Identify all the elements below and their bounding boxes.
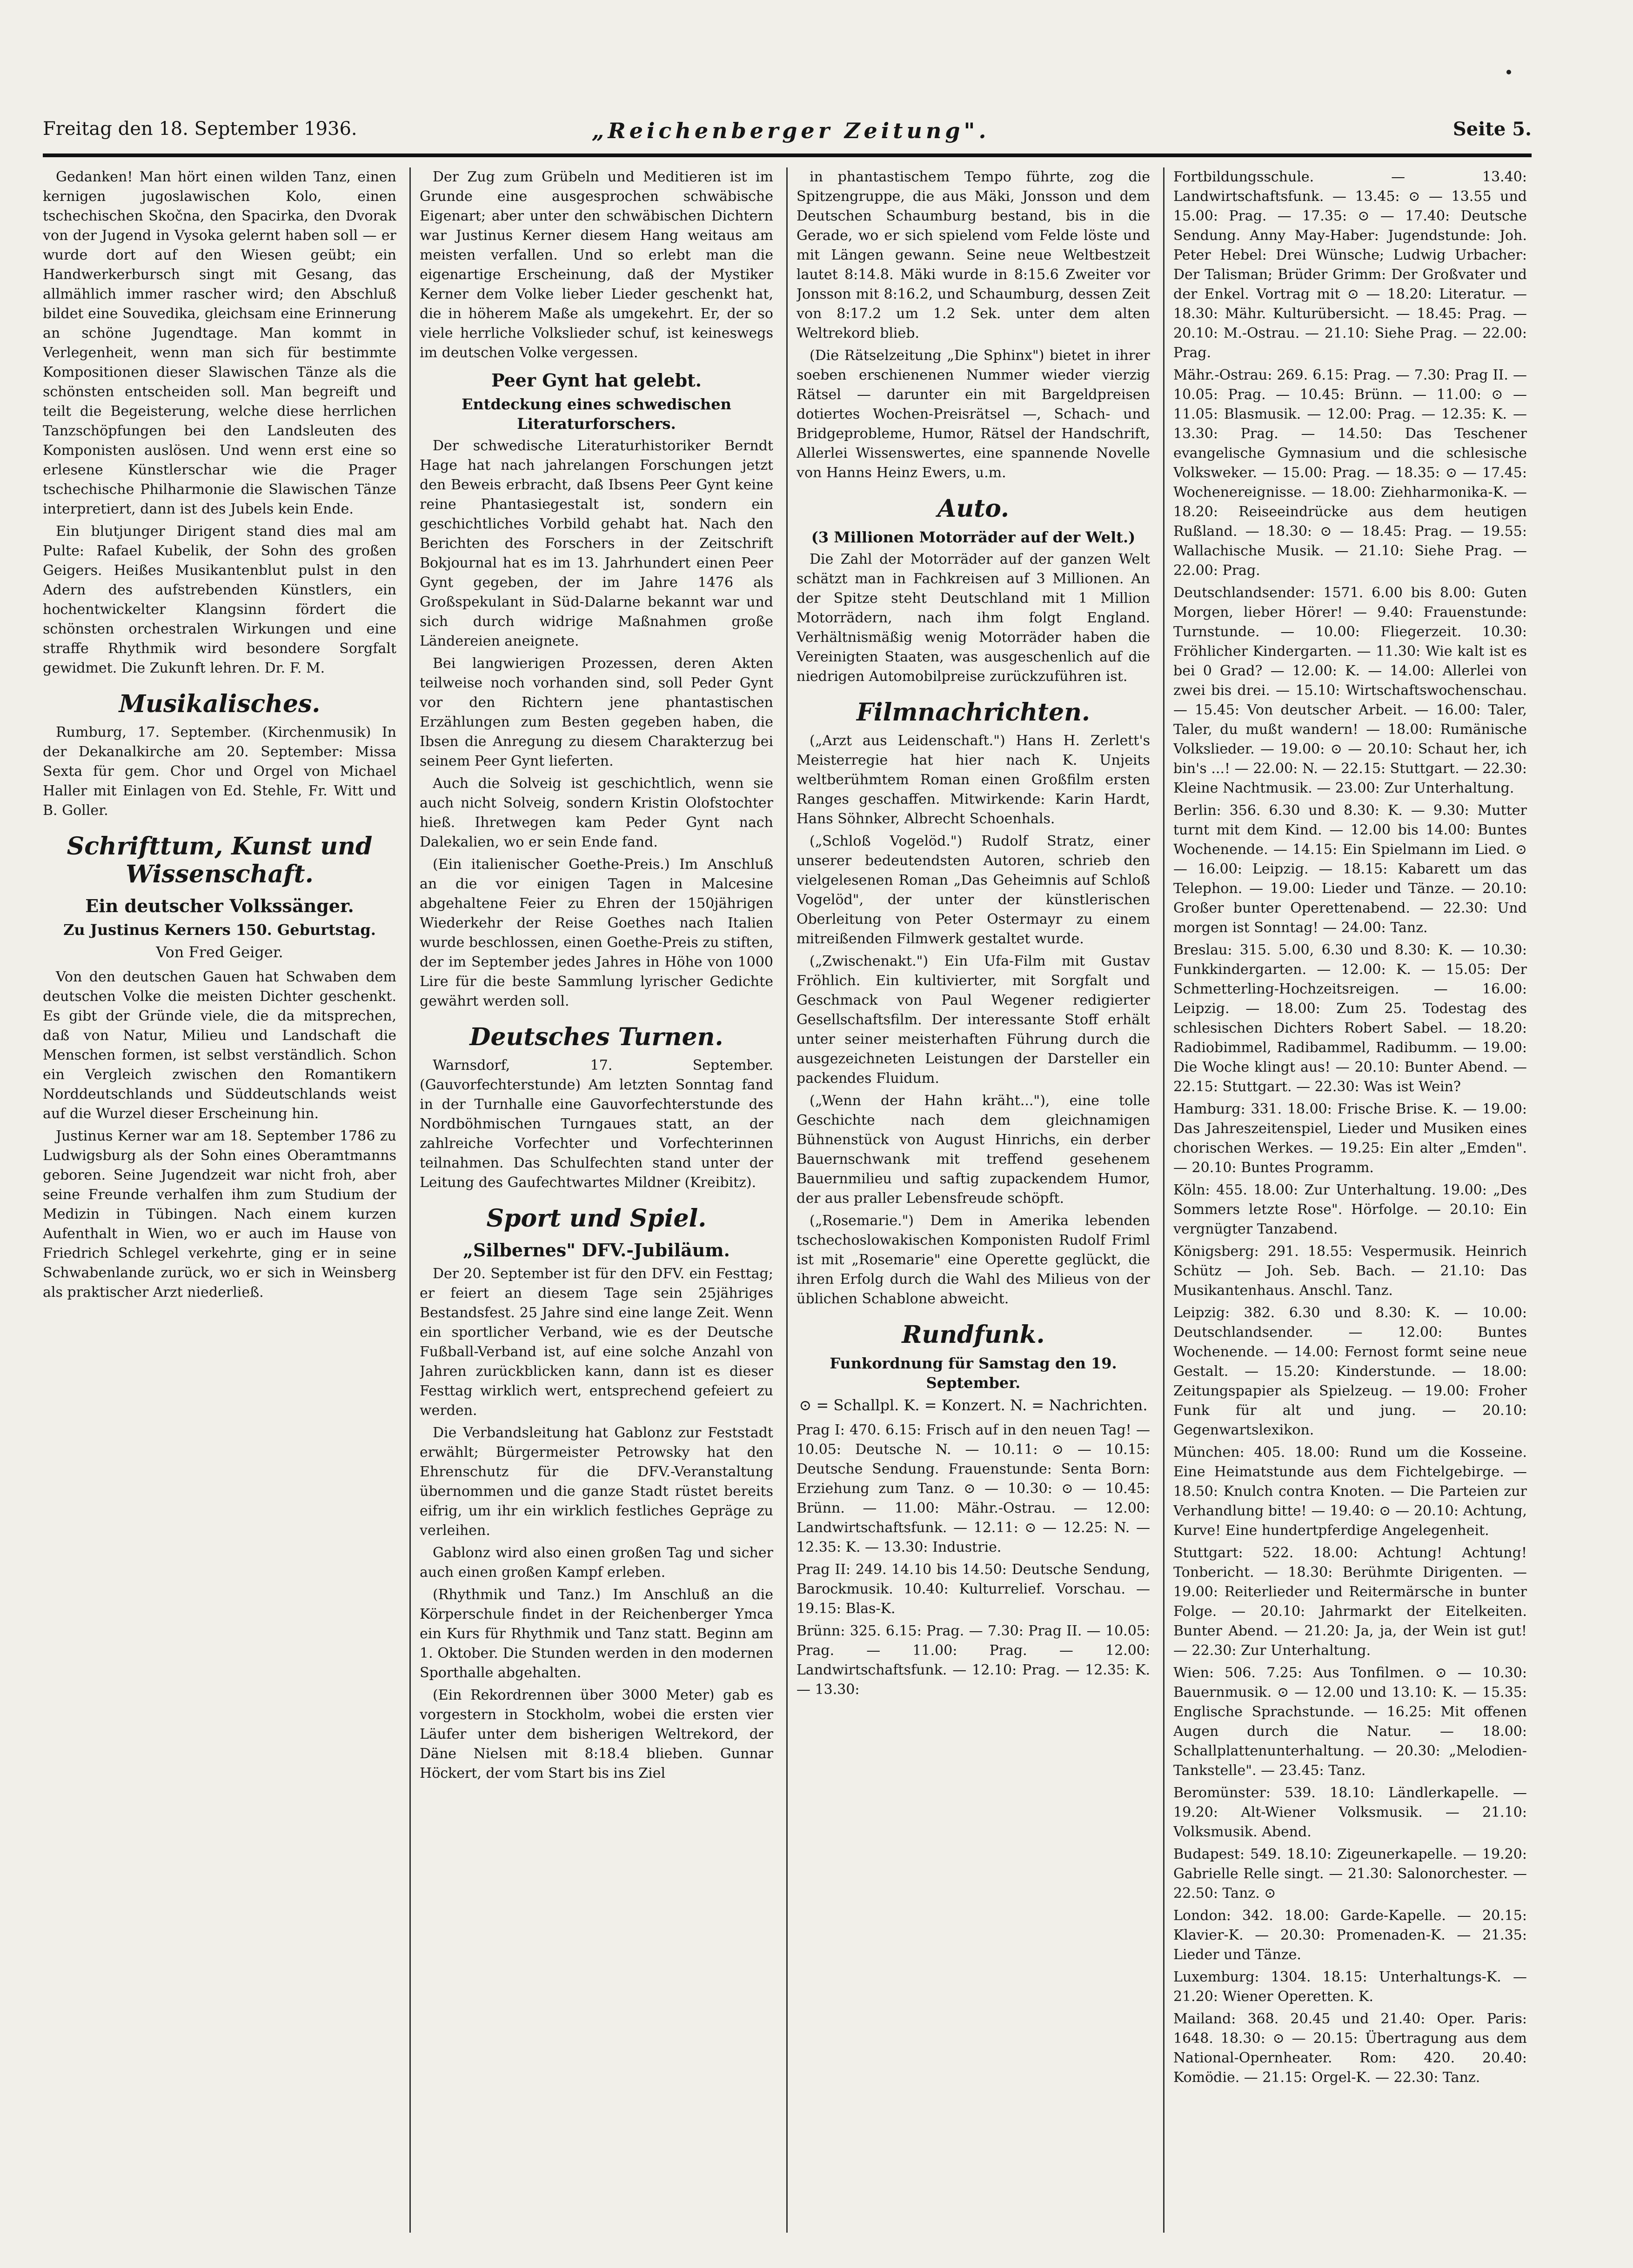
radio-program: Berlin: 356. 6.30 und 8.30: K. — 9.30: Mutter turnt mit dem Kind. — 12.00 bis 14.00: Buntes Wochenende. — 14.15: Ein Spielmann im Lied. ⊙ — 16.00: Leipzig. — 18.15: Kabarett um das Telephon. — 19.00: Lieder und Tänze. — 20.10: Großer bunter Operettenabend. — 22.30: Und morgen ist Sonntag! — 24.00: Tanz.: [1173, 802, 1527, 936]
column-1: [43, 167, 396, 2233]
article-text: Der schwedische Literaturhistoriker Berndt Hage hat nach jahrelangen Forschungen jetzt den Beweis erbracht, daß Ibsens Peer Gynt keine reine Phantasiegestalt ist, sondern ein geschichtliches Vorbild gehabt hat. Nach den Berichten des Forschers in der Zeitschrift Bokjournal hat es im 13. Jahrhundert einen Peer Gynt gegeben, der im Jahre 1476 als Großspekulant in Süd-Dalarne bekannt war und sich durch widrige Maßnahmen große Ländereien aneignete.: [420, 438, 773, 649]
radio-program: Köln: 455. 18.00: Zur Unterhaltung. 19.00: „Des Sommers letzte Rose". Hörfolge. — 20.10: Ein vergnügter Tanzabend.: [1173, 1182, 1527, 1237]
article-text: (Ein italienischer Goethe-Preis.) Im Anschluß an die vor einigen Tagen in Malcesine abgehaltene Feier zu Ehren der 150jährigen Wiederkehr der Reise Goethes nach Italien wurde beschlossen, einen Goethe-Preis zu stiften, der im September jedes Jahres in Höhe von 1000 Lire für die beste Sammlung lyrischer Gedichte gewährt werden soll.: [420, 856, 773, 1009]
section-heading-musik: Musikalisches.: [119, 690, 321, 718]
radio-program: Königsberg: 291. 18.55: Vespermusik. Heinrich Schütz — Joh. Seb. Bach. — 21.10: Das Musikantenhaus. Anschl. Tanz.: [1173, 1243, 1527, 1299]
byline: Von Fred Geiger.: [156, 943, 283, 961]
column-divider: [409, 167, 411, 2233]
print-dot: [1506, 70, 1511, 74]
article-text: (Ein Rekordrennen über 3000 Meter) gab es vorgestern in Stockholm, wobei die ersten vier Läufer unter dem bisherigen Weltrekord, der Däne Nielsen mit 8:18.4 blieben. Gunnar Höckert, der vom Start bis ins Ziel: [420, 1687, 773, 1781]
radio-program: Hamburg: 331. 18.00: Frische Brise. K. — 19.00: Das Jahreszeitenspiel, Lieder und Musiken eines chorischen Werkes. — 19.25: Ein alter „Emden". — 20.10: Buntes Programm.: [1173, 1101, 1527, 1176]
radio-program: Breslau: 315. 5.00, 6.30 und 8.30: K. — 10.30: Funkkindergarten. — 12.00: K. — 15.05: Der Schmetterling-Hochzeitsreigen. — 16.00: Leipzig. — 18.00: Zum 25. Todestag des schlesischen Dichters Robert Sabel. — 18.20: Radiobimmel, Radibammel, Radibumm. — 19.00: Die Woche klingt aus! — 20.10: Bunter Abend. — 22.15: Stuttgart. — 22.30: Was ist Wein?: [1173, 942, 1527, 1095]
header-rule: [43, 153, 1532, 157]
column-divider: [786, 167, 788, 2233]
article-text: (Rhythmik und Tanz.) Im Anschluß an die Körperschule findet in der Reichenberger Ymca ein Kurs für Rhythmik und Tanz statt. Beginn am 1. Oktober. Die Stunden werden in den modernen Sporthalle abgehalten.: [420, 1587, 773, 1681]
article-headline: „Silbernes" DFV.-Jubiläum.: [463, 1240, 730, 1261]
column-4: [1173, 167, 1527, 2233]
radio-program: Leipzig: 382. 6.30 und 8.30: K. — 10.00: Deutschlandsender. — 12.00: Buntes Wochenende. — 14.00: Fernost formt seine neue Gestalt. — 15.20: Kinderstunde. — 18.00: Zeitungspapier als Spielzeug. — 19.00: Froher Funk für alt und jung. — 20.10: Gegenwartslexikon.: [1173, 1305, 1527, 1438]
article-text: („Arzt aus Leidenschaft.") Hans H. Zerlett's Meisterregie hat hier nach K. Unjeits weltberühmtem Roman einen Großfilm ersten Ranges geschaffen. Mitwirkende: Karin Hardt, Hans Söhnker, Albrecht Schoenhals.: [796, 733, 1150, 827]
section-heading-rundfunk: Rundfunk.: [902, 1321, 1045, 1349]
radio-program: Mähr.-Ostrau: 269. 6.15: Prag. — 7.30: Prag II. — 10.05: Prag. — 10.45: Brünn. — 11.00: ⊙ — 11.05: Blasmusik. — 12.00: Prag. — 12.35: K. — 13.30: Prag. — 14.50: Das Teschener evangelische Gymnasium und die schlesische Volksweker. — 15.00: Prag. — 18.35: ⊙ — 17.45: Wochenereignisse. — 18.00: Ziehharmonika-K. — 18.20: Reiseeindrücke aus dem heutigen Rußland. — 18.30: ⊙ — 18.45: Prag. — 19.55: Wallachische Musik. — 21.10: Siehe Prag. — 22.00: Prag.: [1173, 367, 1527, 579]
article-text: („Zwischenakt.") Ein Ufa-Film mit Gustav Fröhlich. Ein kultivierter, mit Sorgfalt und Geschmack von Paul Wegener redigierter Gesellschaftsfilm. Der interessante Stoff erhält unter seiner meisterhaften Führung durch die ausgezeichneten Leistungen der Darsteller ein packendes Fluidum.: [796, 953, 1150, 1087]
article-text: („Rosemarie.") Dem in Amerika lebenden tschechoslowakischen Komponisten Rudolf Friml ist mit „Rosemarie" eine Operette geglückt, die ihren Erfolg durch die Wahl des Milieus von der üblichen Schablone abweicht.: [796, 1213, 1150, 1307]
page-number: Seite 5.: [1452, 118, 1532, 140]
article-text: Ein blutjunger Dirigent stand dies mal am Pulte: Rafael Kubelik, der Sohn des großen Geigers. Heißes Musikantenblut pulst in den Adern des aufstrebenden Künstlers, ein hochentwickelter Klangsinn fördert die schönsten orchestralen Wirkungen und eine straffe Rhythmik wird besondere Sorgfalt gewidmet. Die Zukunft lehren. Dr. F. M.: [43, 523, 396, 676]
radio-program: Brünn: 325. 6.15: Prag. — 7.30: Prag II. — 10.05: Prag. — 11.00: Prag. — 12.00: Landwirtschaftsfunk. — 12.10: Prag. — 12.35: K. — 13.30:: [796, 1623, 1150, 1698]
radio-program: Stuttgart: 522. 18.00: Achtung! Achtung! Tonbericht. — 18.30: Berühmte Dirigenten. — 19.00: Reiterlieder und Reitermärsche in bunter Folge. — 20.10: Jahrmarkt der Eitelkeiten. Bunter Abend. — 21.20: Ja, ja, der Wein ist gut! — 22.30: Zur Unterhaltung.: [1173, 1545, 1527, 1659]
column-divider: [1163, 167, 1165, 2233]
radio-program: Luxemburg: 1304. 18.15: Unterhaltungs-K. — 21.20: Wiener Operetten. K.: [1173, 1969, 1527, 2005]
program-date-heading: Funkordnung für Samstag den 19. September.: [830, 1354, 1117, 1392]
article-text: Von den deutschen Gauen hat Schwaben dem deutschen Volke die meisten Dichter geschenkt. Es gibt der Gründe viele, die da mitsprechen, daß von Natur, Milieu und Landschaft die Menschen formen, ist selbst verständlich. Schon ein Vergleich zwischen den Romantikern Norddeutschlands und Süddeutschlands weist auf die Wurzel dieser Erscheinung hin.: [43, 969, 396, 1122]
radio-program: Deutschlandsender: 1571. 6.00 bis 8.00: Guten Morgen, lieber Hörer! — 9.40: Frauenstunde: Turnstunde. — 10.00: Fliegerzeit. 10.30: Fröhlicher Kindergarten. — 11.30: Wie kalt ist es bei 0 Grad? — 12.00: K. — 14.00: Allerlei von zwei bis drei. — 15.10: Wirtschaftswochenschau. — 15.45: Von deutscher Arbeit. — 16.00: Taler, Taler, du mußt wandern! — 18.00: Rumänische Volkslieder. — 19.00: ⊙ — 20.10: Schaut her, ich bin's ...! — 22.00: N. — 22.15: Stuttgart. — 22.30: Kleine Nachtmusik. — 23.00: Zur Unterhaltung.: [1173, 585, 1527, 796]
section-heading-film: Filmnachrichten.: [856, 698, 1091, 727]
article-text: Auch die Solveig ist geschichtlich, wenn sie auch nicht Solveig, sondern Kristin Olofstochter hieß. Ihretwegen kam Peder Gynt nach Dalekalien, wo er sein Ende fand.: [420, 775, 773, 850]
article-text: in phantastischem Tempo führte, zog die Spitzengruppe, die aus Mäki, Jonsson und dem Deutschen Schaumburg bestand, bis in die Gerade, wo er sich spielend vom Felde löste und mit Längen gewann. Seine neue Weltbestzeit lautet 8:14.8. Mäki wurde in 8:15.6 Zweiter vor Jonsson mit 8:16.2, und Schaumburg, dessen Zeit von 8:17.2 um 1.2 Sek. unter dem alten Weltrekord blieb.: [796, 169, 1150, 341]
issue-date: Freitag den 18. September 1936.: [43, 118, 357, 140]
article-text: Der Zug zum Grübeln und Meditieren ist im Grunde eine ausgesprochen schwäbische Eigenart; aber unter den schwäbischen Dichtern war Justinus Kerner diesem Hang weitaus am meisten verfallen. Und so erlebt man die eigenartige Erscheinung, daß der Mystiker Kerner dem Volke lieber Lieder geschenkt hat, die in höherem Maße als umgekehrt. Er, der so viele herrliche Volkslieder schuf, ist keineswegs im deutschen Volke vergessen.: [420, 169, 773, 361]
radio-program: London: 342. 18.00: Garde-Kapelle. — 20.15: Klavier-K. — 20.30: Promenaden-K. — 21.35: Lieder und Tänze.: [1173, 1908, 1527, 1963]
section-heading-sport: Sport und Spiel.: [486, 1204, 707, 1233]
radio-program: Beromünster: 539. 18.10: Ländlerkapelle. — 19.20: Alt-Wiener Volksmusik. — 21.10: Volksmusik. Abend.: [1173, 1785, 1527, 1840]
article-text: („Schloß Vogelöd.") Rudolf Stratz, einer unserer bedeutendsten Autoren, schrieb den vielgelesenen Roman „Das Geheimnis auf Schloß Vogelöd", der unter der künstlerischen Oberleitung von Peter Ostermayr zu einem mitreißenden Filmwerk gestaltet wurde.: [796, 833, 1150, 947]
article-text: Die Zahl der Motorräder auf der ganzen Welt schätzt man in Fachkreisen auf 3 Millionen. An der Spitze steht Deutschland mit 1 Million Motorrädern, nach ihm folgt England. Verhältnismäßig wenig Motorräder haben die Vereinigten Staaten, was ausgeschenlich auf die niedrigen Automobilpreise zurückzuführen ist.: [796, 551, 1150, 685]
article-subheadline: (3 Millionen Motorräder auf der Welt.): [811, 528, 1136, 546]
section-heading-turnen: Deutsches Turnen.: [469, 1023, 723, 1051]
article-text: Die Verbandsleitung hat Gablonz zur Feststadt erwählt; Bürgermeister Petrowsky hat den Ehrenschutz für die DFV.-Veranstaltung übernommen und die ganze Stadt rüstet bereits eifrig, um ihr ein wirklich festliches Gepräge zu verleihen.: [420, 1425, 773, 1539]
section-heading-auto: Auto.: [937, 494, 1010, 523]
page-header: [43, 118, 1532, 151]
article-headline: Ein deutscher Volkssänger.: [85, 895, 354, 916]
radio-program: Fortbildungsschule. — 13.40: Landwirtschaftsfunk. — 13.45: ⊙ — 13.55 und 15.00: Prag. — 17.35: ⊙ — 17.40: Deutsche Sendung. Anny May-Haber: Jugendstunde: Joh. Peter Hebel: Drei Wünsche; Ludwig Urbacher: Der Talisman; Brüder Grimm: Der Großvater und der Enkel. Vortrag mit ⊙ — 18.20: Literatur. — 18.30: Mähr. Kulturübersicht. — 18.45: Prag. — 20.10: M.-Ostrau. — 21.10: Siehe Prag. — 22.00: Prag.: [1173, 169, 1527, 361]
radio-program: Wien: 506. 7.25: Aus Tonfilmen. ⊙ — 10.30: Bauernmusik. ⊙ — 12.00 und 13.10: K. — 15.35: Englische Sprachstunde. — 16.25: Mit offenen Augen durch die Natur. — 18.00: Schallplattenunterhaltung. — 20.30: „Melodien-Tankstelle". — 23.45: Tanz.: [1173, 1665, 1527, 1779]
article-headline-peer-gynt: Peer Gynt hat gelebt.: [491, 370, 702, 391]
column-3: [796, 167, 1150, 2233]
section-heading-schrifttum: Schrifttum, Kunst und Wissenschaft.: [67, 832, 373, 888]
article-text: Warnsdorf, 17. September. (Gauvorfechterstunde) Am letzten Sonntag fand in der Turnhalle eine Gauvorfechterstunde des Nordböhmischen Turngaues statt, an der zahlreiche Vorfechter und Vorfechterinnen teilnahmen. Das Schulfechten stand unter der Leitung des Gaufechtwartes Mildner (Kreibitz).: [420, 1057, 773, 1191]
article-text: Der 20. September ist für den DFV. ein Festtag; er feiert an diesem Tage sein 25jähriges Bestandsfest. 25 Jahre sind eine lange Zeit. Wenn ein sportlicher Verband, wie es der Deutsche Fußball-Verband ist, auf eine solche Anzahl von Jahren zurückblicken kann, dann ist es dieser Festtag wirklich wert, entsprechend gefeiert zu werden.: [420, 1266, 773, 1419]
program-legend: ⊙ = Schallpl. K. = Konzert. N. = Nachrichten.: [799, 1396, 1148, 1414]
radio-program: Budapest: 549. 18.10: Zigeunerkapelle. — 19.20: Gabrielle Relle singt. — 21.30: Salonorchester. — 22.50: Tanz. ⊙: [1173, 1846, 1527, 1901]
article-text: („Wenn der Hahn kräht..."), eine tolle Geschichte nach dem gleichnamigen Bühnenstück von August Hinrichs, ein derber Bauernschwank mit treffend gesehenem Bauernmilieu und saftig zupackendem Humor, der aus praller Lebensfreude schöpft.: [796, 1093, 1150, 1207]
article-text: Gedanken! Man hört einen wilden Tanz, einen kernigen jugoslawischen Kolo, einen tschechischen Skočna, den Spacirka, den Dvorak von der Jugend in Vysoka gelernt haben soll — er wurde dort auf den Wiesen geübt; ein Handwerkerbursch singt mit Gesang, das allmählich immer rascher wird; den Abschluß bildet eine Souvedika, gleichsam eine Erinnerung an schöne Jugendtage. Man kommt in Verlegenheit, wenn man sich für bestimmte Kompositionen dieser Slawischen Tänze als die schönsten entscheiden soll. Man begreift und teilt die Begeisterung, welche diese herrlichen Tanzschöpfungen bei den Landsleuten des Komponisten auslösen. Und wenn erst eine so erlesene Künstlerschar wie die Prager tschechische Philharmonie die Slawischen Tänze interpretiert, dann ist des Jubels kein Ende.: [43, 169, 396, 517]
radio-program: Prag II: 249. 14.10 bis 14.50: Deutsche Sendung, Barockmusik. 10.40: Kulturrelief. Vorschau. — 19.15: Blas-K.: [796, 1561, 1150, 1617]
newspaper-title: „Reichenberger Zeitung".: [592, 118, 990, 143]
column-2: [420, 167, 773, 2233]
article-subheadline: Entdeckung eines schwedischen Literaturforschers.: [462, 395, 731, 433]
article-text: Bei langwierigen Prozessen, deren Akten teilweise noch vorhanden sind, soll Peder Gynt vor den Richtern jene phantastischen Erzählungen zum Besten gegeben haben, die Ibsen die Anregung zu diesem Charakterzug bei seinem Peer Gynt lieferten.: [420, 655, 773, 769]
article-text: Justinus Kerner war am 18. September 1786 zu Ludwigsburg als der Sohn eines Oberamtmanns geboren. Seine Jugendzeit war nicht froh, aber seine Freunde verhalfen ihm zum Studium der Medizin in Tübingen. Nach einem kurzen Aufenthalt in Wien, wo er auch im Hause von Friedrich Schlegel verkehrte, ging er in seine Schwabenlande zurück, wo er sich in Weinsberg als praktischer Arzt niederließ.: [43, 1128, 396, 1301]
article-text: (Die Rätselzeitung „Die Sphinx") bietet in ihrer soeben erschienenen Nummer wieder vierzig Rätsel — darunter ein mit Bargeldpreisen dotiertes Wochen-Preisrätsel —, Schach- und Bridgeprobleme, Humor, Rätsel der Handschrift, Allerlei Wissenswertes, eine spannende Novelle von Hanns Heinz Ewers, u.m.: [796, 347, 1150, 481]
radio-program: München: 405. 18.00: Rund um die Kosseine. Eine Heimatstunde aus dem Fichtelgebirge. — 18.50: Knulch contra Knoten. — Die Parteien zur Verhandlung bitte! — 19.40: ⊙ — 20.10: Achtung, Kurve! Eine hundertpferdige Angelegenheit.: [1173, 1444, 1527, 1539]
radio-program: Prag I: 470. 6.15: Frisch auf in den neuen Tag! — 10.05: Deutsche N. — 10.11: ⊙ — 10.15: Deutsche Sendung. Frauenstunde: Senta Born: Erziehung zum Tanz. ⊙ — 10.30: ⊙ — 10.45: Brünn. — 11.00: Mähr.-Ostrau. — 12.00: Landwirtschaftsfunk. — 12.11: ⊙ — 12.25: N. — 12.35: K. — 13.30: Industrie.: [796, 1422, 1150, 1555]
radio-program: Mailand: 368. 20.45 und 21.40: Oper. Paris: 1648. 18.30: ⊙ — 20.15: Übertragung aus dem National-Opernheater. Rom: 420. 20.40: Komödie. — 21.15: Orgel-K. — 22.30: Tanz.: [1173, 2011, 1527, 2086]
article-text: Rumburg, 17. September. (Kirchenmusik) In der Dekanalkirche am 20. September: Missa Sexta für gem. Chor und Orgel von Michael Haller mit Einlagen von Ed. Stehle, Fr. Witt und B. Goller.: [43, 724, 396, 819]
article-text: Gablonz wird also einen großen Tag und sicher auch einen großen Kampf erleben.: [420, 1545, 773, 1581]
article-subheadline: Zu Justinus Kerners 150. Geburtstag.: [63, 921, 376, 939]
